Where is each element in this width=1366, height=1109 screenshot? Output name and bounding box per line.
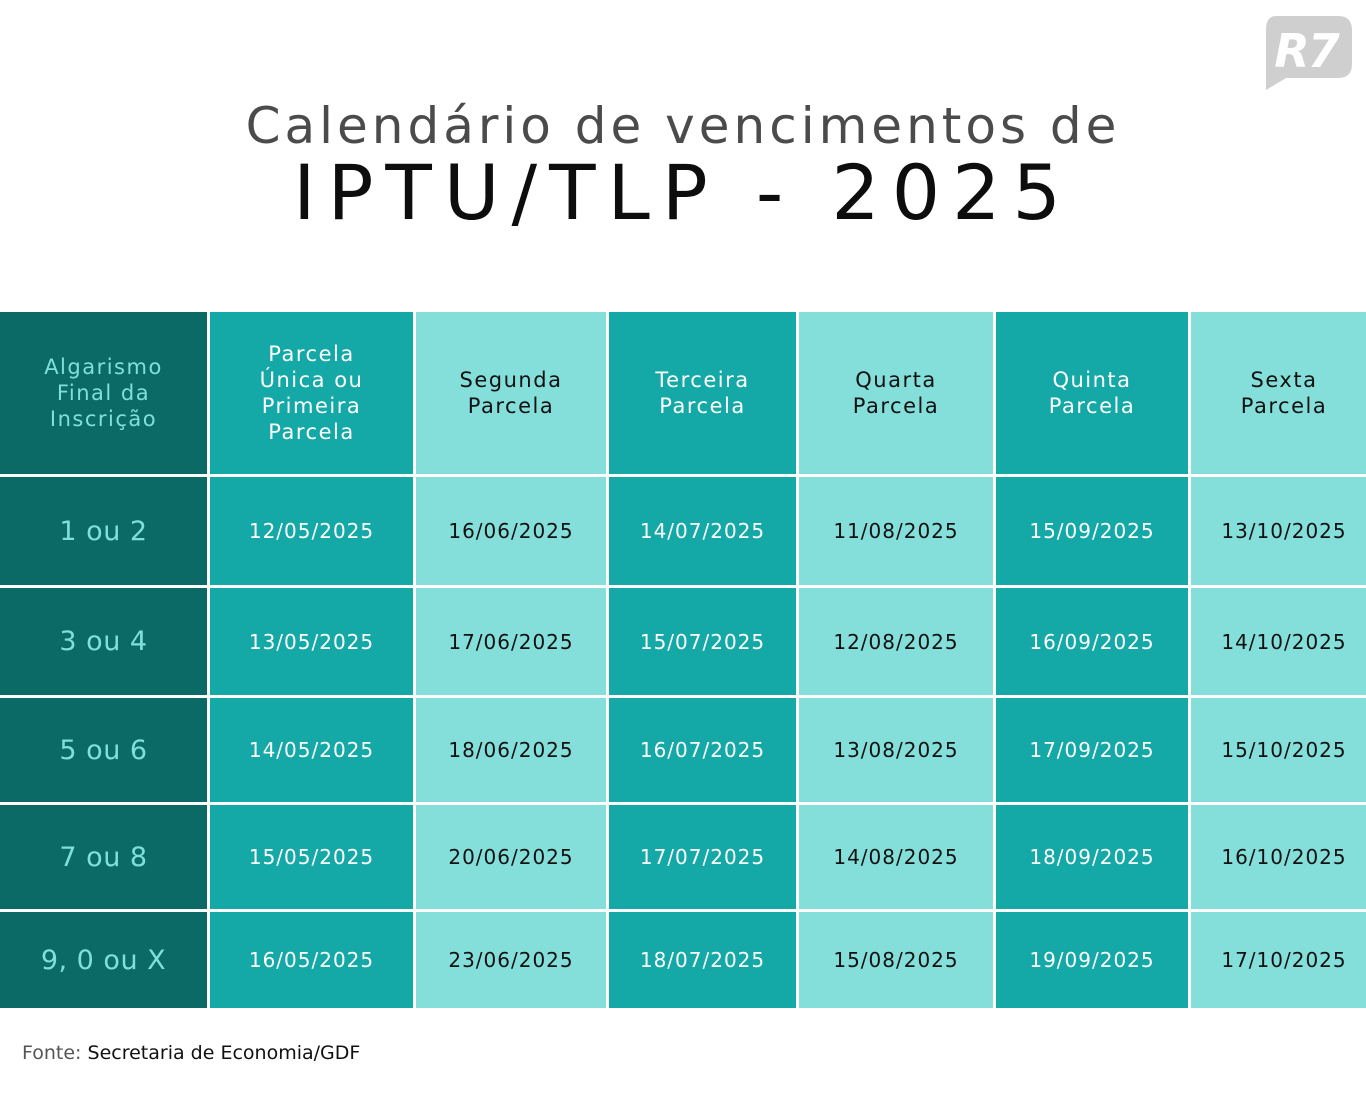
date-cell: 16/10/2025 (1191, 805, 1366, 909)
date-cell: 16/05/2025 (210, 912, 413, 1008)
date-cell: 18/09/2025 (996, 805, 1188, 909)
source-label: Fonte: (22, 1042, 82, 1064)
title-line-1: Calendário de vencimentos de (245, 97, 1121, 155)
date-cell: 13/08/2025 (799, 698, 993, 802)
date-cell: 13/05/2025 (210, 588, 413, 695)
header-cell-3 (609, 312, 796, 474)
header-label: Quarta Parcela (852, 368, 940, 418)
date-cell: 23/06/2025 (416, 912, 606, 1008)
header-label: Sexta Parcela (1240, 368, 1328, 418)
date-cell: 16/09/2025 (996, 588, 1188, 695)
date-cell: 15/10/2025 (1191, 698, 1366, 802)
source-note (22, 1040, 360, 1066)
date-cell: 12/08/2025 (799, 588, 993, 695)
date-cell: 18/07/2025 (609, 912, 796, 1008)
date-cell: 14/05/2025 (210, 698, 413, 802)
r7-logo (1262, 14, 1354, 94)
date-cell: 15/05/2025 (210, 805, 413, 909)
date-cell: 15/07/2025 (609, 588, 796, 695)
header-cell-1 (210, 312, 413, 474)
header-cell-6 (1191, 312, 1366, 474)
header-label: Algarismo Final da Inscrição (44, 355, 163, 431)
source-text: Secretaria de Economia/GDF (87, 1042, 361, 1064)
row-key-cell: 7 ou 8 (0, 805, 207, 909)
header-cell-key (0, 312, 207, 474)
date-cell: 15/09/2025 (996, 477, 1188, 585)
header-cell-2 (416, 312, 606, 474)
date-cell: 20/06/2025 (416, 805, 606, 909)
date-cell: 14/07/2025 (609, 477, 796, 585)
header-label: Segunda Parcela (459, 368, 563, 418)
header-label: Parcela Única ou Primeira Parcela (259, 342, 364, 444)
header-cell-5 (996, 312, 1188, 474)
date-cell: 19/09/2025 (996, 912, 1188, 1008)
date-cell: 17/09/2025 (996, 698, 1188, 802)
row-key-cell: 1 ou 2 (0, 477, 207, 585)
row-key-cell: 9, 0 ou X (0, 912, 207, 1008)
header-label: Terceira Parcela (655, 368, 750, 418)
header-label: Quinta Parcela (1048, 368, 1136, 418)
date-cell: 13/10/2025 (1191, 477, 1366, 585)
date-cell: 17/06/2025 (416, 588, 606, 695)
date-cell: 11/08/2025 (799, 477, 993, 585)
date-cell: 18/06/2025 (416, 698, 606, 802)
date-cell: 17/07/2025 (609, 805, 796, 909)
date-cell: 17/10/2025 (1191, 912, 1366, 1008)
date-cell: 12/05/2025 (210, 477, 413, 585)
date-cell: 14/10/2025 (1191, 588, 1366, 695)
date-cell: 14/08/2025 (799, 805, 993, 909)
row-key-cell: 5 ou 6 (0, 698, 207, 802)
date-cell: 16/06/2025 (416, 477, 606, 585)
title-line-2: IPTU/TLP - 2025 (293, 148, 1073, 237)
r7-logo-text: R7 (1274, 24, 1338, 78)
date-cell: 16/07/2025 (609, 698, 796, 802)
row-key-cell: 3 ou 4 (0, 588, 207, 695)
due-dates-table (0, 312, 1366, 1001)
date-cell: 15/08/2025 (799, 912, 993, 1008)
header-cell-4 (799, 312, 993, 474)
